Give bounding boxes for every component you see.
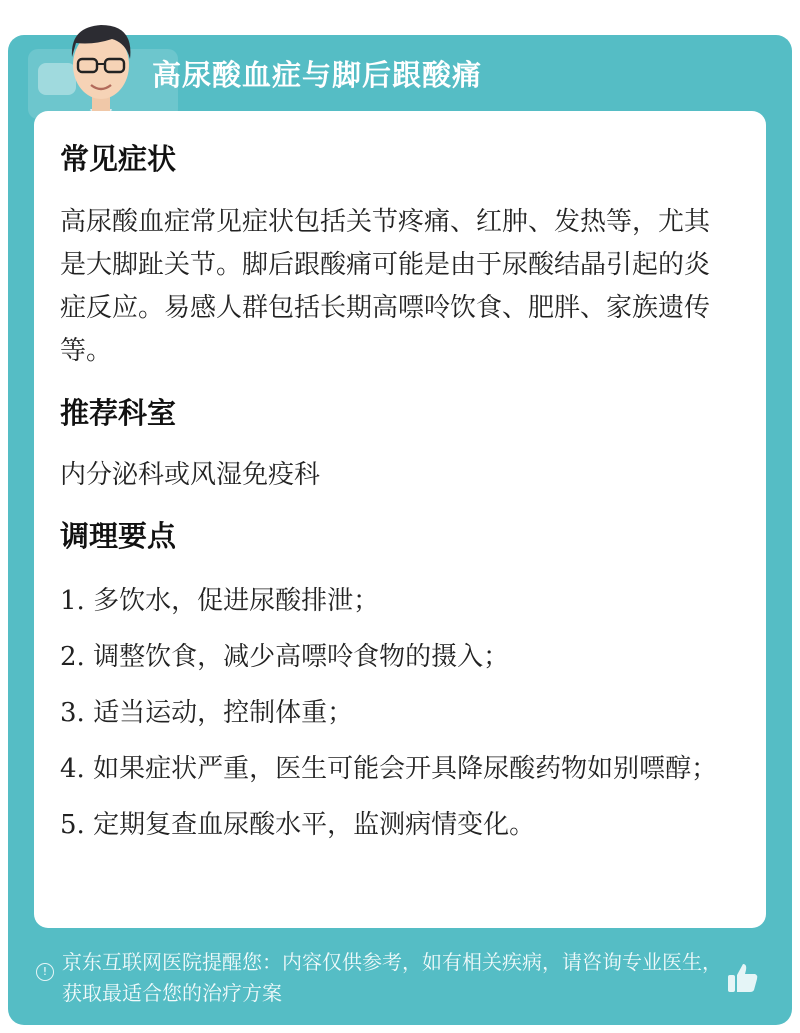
department-text: 内分泌科或风湿免疫科: [60, 460, 321, 490]
disclaimer-text: 京东互联网医院提醒您：内容仅供参考，如有相关疾病，请咨询专业医生，获取最适合您的治疗方案: [62, 950, 722, 1005]
list-item: 3. 适当运动，控制体重；: [60, 698, 354, 728]
section-title-care-tips: 调理要点: [60, 519, 177, 553]
care-tips-list: [60, 579, 730, 859]
info-icon: !: [36, 963, 54, 981]
page-title: 高尿酸血症与脚后跟酸痛: [152, 58, 483, 92]
content-card: [34, 111, 766, 928]
section-title-department: 推荐科室: [60, 396, 177, 430]
list-item: 4. 如果症状严重，医生可能会开具降尿酸药物如别嘌醇；: [60, 754, 718, 784]
list-item: 1. 多饮水，促进尿酸排泄；: [60, 586, 380, 616]
article-frame: [8, 35, 792, 1025]
symptoms-text: 高尿酸血症常见症状包括关节疼痛、红肿、发热等，尤其是大脚趾关节。脚后跟酸痛可能是由于尿酸结晶引起的炎症反应。易感人群包括长期高嘌呤饮食、肥胖、家族遗传等。: [60, 207, 711, 366]
thumbs-up-icon[interactable]: [726, 961, 760, 995]
list-item: 5. 定期复查血尿酸水平，监测病情变化。: [60, 810, 536, 840]
section-title-symptoms: 常见症状: [60, 142, 177, 176]
list-item: 2. 调整饮食，减少高嘌呤食物的摄入；: [60, 642, 510, 672]
